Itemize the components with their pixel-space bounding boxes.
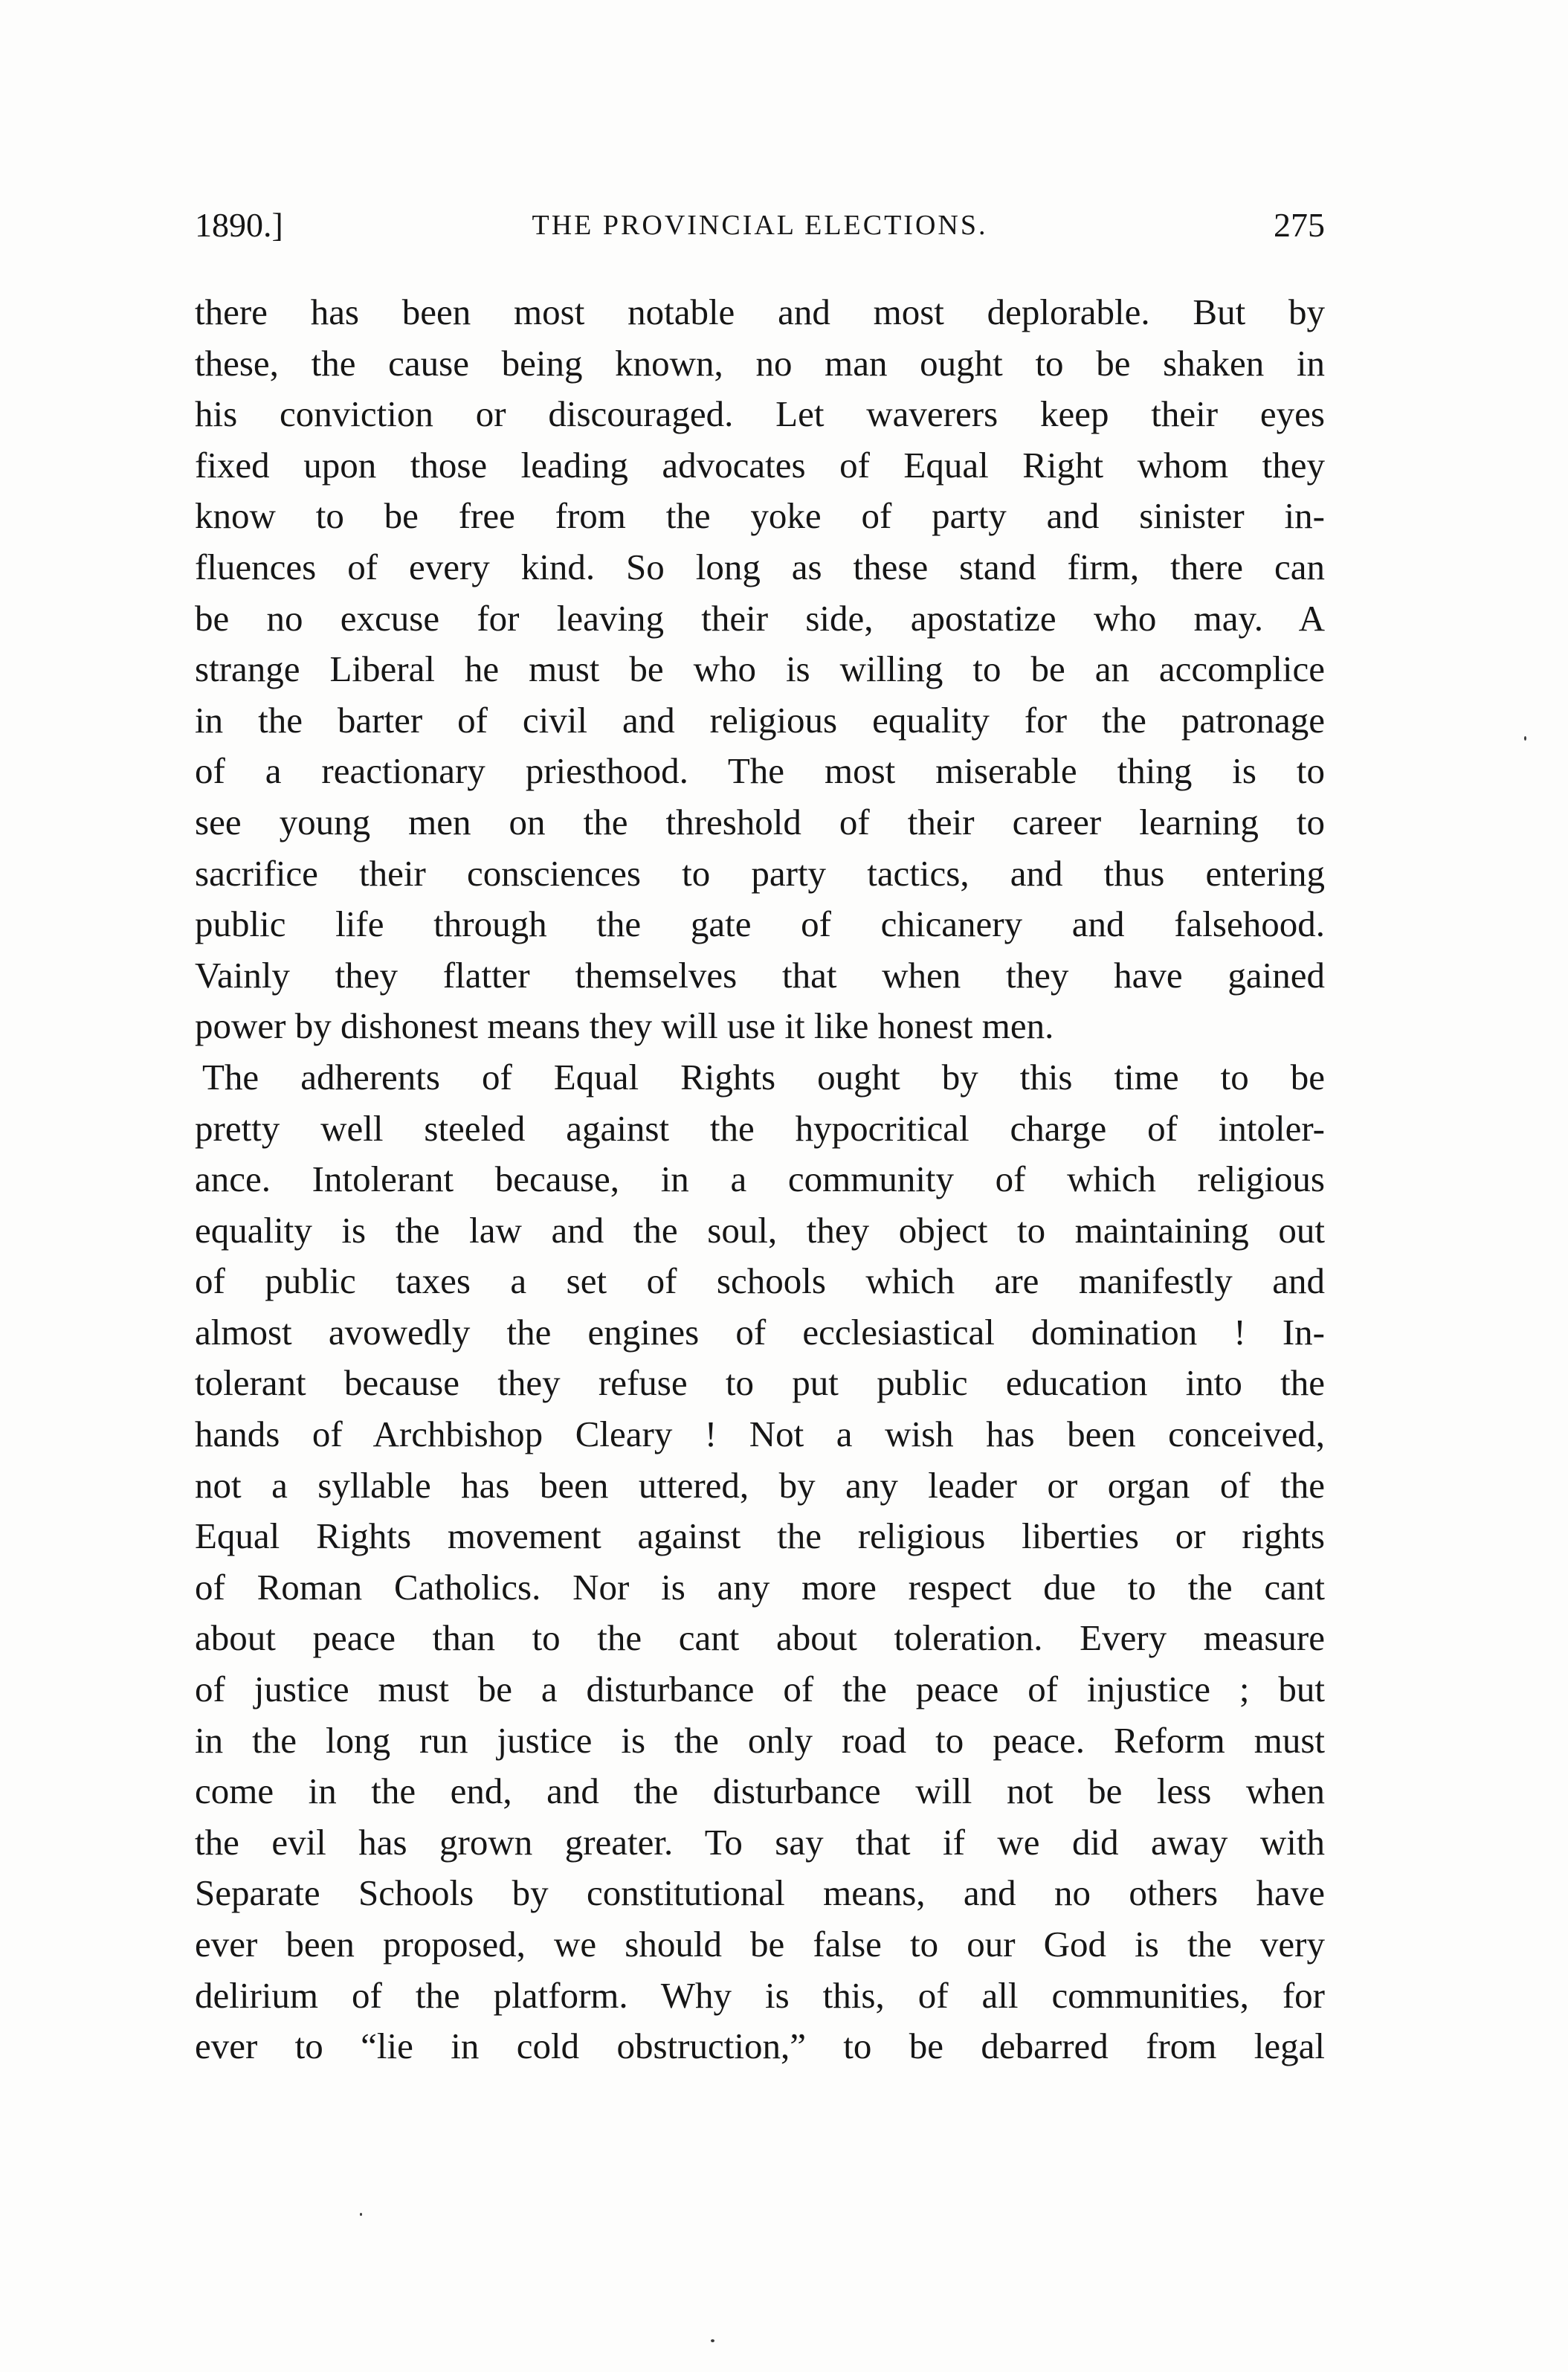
paragraph-2 bbox=[195, 1052, 1325, 2072]
text-line: ever to “lie in cold obstruction,” to be debarred from legal bbox=[195, 2025, 1325, 2067]
text-line: know to be free from the yoke of party and sinister in- bbox=[195, 495, 1325, 537]
header-year: 1890.] bbox=[195, 206, 283, 244]
text-line: come in the end, and the disturbance will not be less when bbox=[195, 1770, 1325, 1812]
text-line: of Roman Catholics. Nor is any more respect due to the cant bbox=[195, 1566, 1325, 1608]
text-line: public life through the gate of chicanery and falsehood. bbox=[195, 903, 1325, 945]
text-line: delirium of the platform. Why is this, of all communities, for bbox=[195, 1974, 1325, 2016]
scan-speck bbox=[360, 2213, 362, 2216]
scan-speck bbox=[711, 2339, 714, 2342]
running-head bbox=[195, 199, 1325, 251]
text-line: Separate Schools by constitutional means, and no others have bbox=[195, 1872, 1325, 1914]
text-line: fluences of every kind. So long as these stand firm, there can bbox=[195, 546, 1325, 587]
text-line: see young men on the threshold of their career learning to bbox=[195, 801, 1325, 842]
text-line: equality is the law and the soul, they object to maintaining out bbox=[195, 1209, 1325, 1251]
text-line: sacrifice their consciences to party tactics, and thus entering bbox=[195, 852, 1325, 894]
text-line: hands of Archbishop Cleary ! Not a wish has been conceived, bbox=[195, 1414, 1325, 1455]
text-line: fixed upon those leading advocates of Equal Right whom they bbox=[195, 444, 1325, 486]
text-line: his conviction or discouraged. Let waverers keep their eyes bbox=[195, 393, 1325, 435]
scan-speck bbox=[1524, 736, 1526, 741]
page-number: 275 bbox=[1274, 206, 1325, 244]
text-line: Vainly they flatter themselves that when they have gained bbox=[195, 954, 1325, 996]
text-line: in the long run justice is the only road to peace. Reform must bbox=[195, 1719, 1325, 1761]
text-line: pretty well steeled against the hypocritical charge of intoler- bbox=[195, 1107, 1325, 1149]
text-line: be no excuse for leaving their side, apostatize who may. A bbox=[195, 597, 1325, 639]
text-line: The adherents of Equal Rights ought by this time to be bbox=[202, 1056, 1325, 1098]
text-line: about peace than to the cant about toleration. Every measure bbox=[195, 1617, 1325, 1659]
text-line: ance. Intolerant because, in a community of which religious bbox=[195, 1158, 1325, 1200]
text-line: the evil has grown greater. To say that if we did away with bbox=[195, 1821, 1325, 1863]
text-line: of public taxes a set of schools which are manifestly and bbox=[195, 1260, 1325, 1302]
text-line: ever been proposed, we should be false to our God is the very bbox=[195, 1924, 1325, 1965]
text-line: strange Liberal he must be who is willing to be an accomplice bbox=[195, 648, 1325, 690]
text-line: there has been most notable and most deplorable. But by bbox=[195, 291, 1325, 332]
text-line: almost avowedly the engines of ecclesiastical domination ! In- bbox=[195, 1311, 1325, 1353]
header-title: THE PROVINCIAL ELECTIONS. bbox=[532, 210, 988, 241]
text-line: of a reactionary priesthood. The most miserable thing is to bbox=[195, 750, 1325, 792]
text-line: power by dishonest means they will use it like honest men. bbox=[195, 1005, 1054, 1047]
text-line: Equal Rights movement against the religious liberties or rights bbox=[195, 1515, 1325, 1557]
paragraph-1 bbox=[195, 287, 1325, 1052]
text-line: not a syllable has been uttered, by any leader or organ of the bbox=[195, 1464, 1325, 1506]
text-line: of justice must be a disturbance of the peace of injustice ; but bbox=[195, 1669, 1325, 1710]
text-line: in the barter of civil and religious equality for the patronage bbox=[195, 699, 1325, 741]
text-line: tolerant because they refuse to put public education into the bbox=[195, 1362, 1325, 1404]
body-text bbox=[195, 287, 1325, 2072]
text-line: these, the cause being known, no man ought to be shaken in bbox=[195, 342, 1325, 384]
